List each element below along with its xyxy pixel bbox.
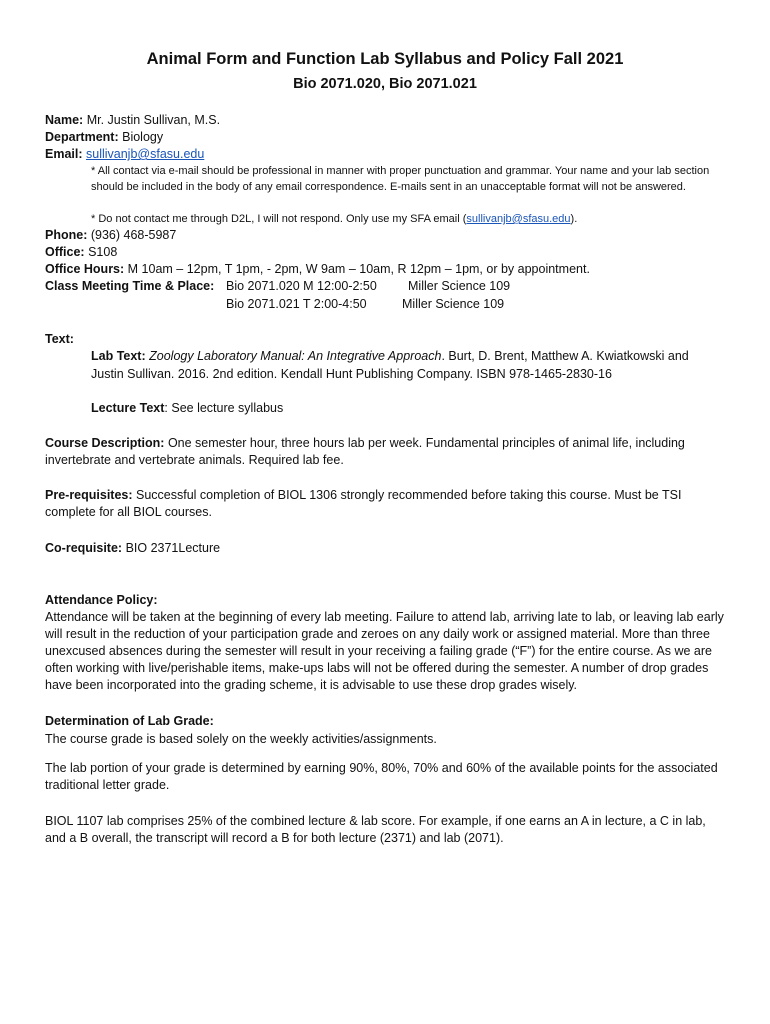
attendance-label: Attendance Policy: — [45, 593, 158, 607]
meeting-label-line — [45, 278, 214, 295]
grade-line-1: The course grade is based solely on the weekly activities/assignments. — [45, 732, 437, 746]
course-description-label: Course Description: — [45, 436, 165, 450]
corequisite — [45, 540, 725, 557]
phone-value: (936) 468-5987 — [90, 228, 177, 242]
office-hours-line — [45, 261, 590, 278]
grade-paragraph-3: BIOL 1107 lab comprises 25% of the combined lecture & lab score. For example, if one earns an A in lecture, a C in lab, and a B overall, the transcript will record a B for both lecture (2371) and lab (2071). — [45, 814, 706, 845]
meeting-place: Miller Science 109 — [408, 279, 511, 293]
grade-label: Determination of Lab Grade: — [45, 714, 214, 728]
grade-heading — [45, 713, 214, 730]
document-title: Animal Form and Function Lab Syllabus and Policy Fall 2021 — [146, 50, 624, 68]
phone-line — [45, 227, 176, 244]
email-note-1: * All contact via e-mail should be professional in manner with proper punctuation and grammar. Your name and your lab section should be included in the body of any email correspondence. E-mails sent in an unacceptable format will not be answered. — [91, 165, 710, 193]
meeting-section: Bio 2071.020 M 12:00-2:50 — [226, 279, 377, 293]
text-label: Text: — [45, 332, 74, 346]
lecture-text-label: Lecture Text — [91, 401, 165, 415]
email-line — [45, 146, 204, 163]
lecture-text-paragraph — [91, 400, 716, 418]
department-value: Biology — [122, 130, 164, 144]
meeting-section: Bio 2071.021 T 2:00-4:50 — [226, 297, 367, 311]
prerequisites-label: Pre-requisites: — [45, 488, 133, 502]
text-heading — [45, 331, 74, 348]
document-subtitle: Bio 2071.020, Bio 2071.021 — [293, 76, 477, 92]
course-description — [45, 435, 725, 469]
corequisite-text: BIO 2371Lecture — [122, 541, 221, 555]
email-link[interactable]: sullivanjb@sfasu.edu — [86, 147, 205, 161]
phone-label: Phone: — [45, 228, 88, 242]
department-label: Department: — [45, 130, 119, 144]
email-note-link[interactable]: sullivanjb@sfasu.edu — [466, 213, 571, 225]
email-note-2-prefix: * Do not contact me through D2L, I will not respond. Only use my SFA email ( — [91, 213, 467, 225]
prerequisites-text: Successful completion of BIOL 1306 strongly recommended before taking this course. Must be TSI complete for all BIOL courses. — [45, 488, 682, 519]
office-hours-label: Office Hours: — [45, 262, 125, 276]
meeting-label: Class Meeting Time & Place: — [45, 279, 215, 293]
grade-paragraph-2: The lab portion of your grade is determined by earning 90%, 80%, 70% and 60% of the available points for the associated traditional letter grade. — [45, 761, 718, 792]
name-line — [45, 112, 220, 129]
lab-text-paragraph — [91, 348, 716, 383]
instructor-name: Mr. Justin Sullivan, M.S. — [86, 113, 221, 127]
email-label: Email: — [45, 147, 83, 161]
corequisite-label: Co-requisite: — [45, 541, 123, 555]
attendance-text: Attendance will be taken at the beginning of every lab meeting. Failure to attend lab, arriving late to lab, or leaving lab early will result in the reduction of your participation grade and zeroes on any daily work or assigned material. More than three unexcused absences during the semester will result in your receiving a failing grade (“F”) for the entire course. As we are often working with live/perishable items, make-ups labs will not be offered during the semester. A number of drop grades have been incorporated into the grading scheme, it is advisable to use these drop grades wisely. — [45, 610, 724, 692]
office-label: Office: — [45, 245, 85, 259]
lab-text-details: . Burt, D. Brent, Matthew A. Kwiatkowski and Justin Sullivan. 2016. 2nd edition. Kendall Hunt Publishing Company. ISBN 978-1465-2830-16 — [91, 349, 689, 381]
department-line — [45, 129, 163, 146]
office-line — [45, 244, 117, 261]
attendance-heading — [45, 592, 158, 609]
lab-text-title: Zoology Laboratory Manual: An Integrative Approach — [149, 349, 442, 363]
email-note-2-suffix: ). — [570, 213, 578, 225]
lab-text-label: Lab Text: — [91, 349, 146, 363]
course-description-text: One semester hour, three hours lab per week. Fundamental principles of animal life, including invertebrate and vertebrate animals. Required lab fee. — [45, 436, 685, 467]
lecture-text-value: : See lecture syllabus — [164, 401, 284, 415]
office-value: S108 — [88, 245, 118, 259]
email-note-2 — [91, 211, 716, 227]
prerequisites — [45, 487, 725, 521]
meeting-place: Miller Science 109 — [402, 297, 505, 311]
name-label: Name: — [45, 113, 84, 127]
office-hours-value: M 10am – 12pm, T 1pm, - 2pm, W 9am – 10am, R 12pm – 1pm, or by appointment. — [127, 262, 590, 276]
